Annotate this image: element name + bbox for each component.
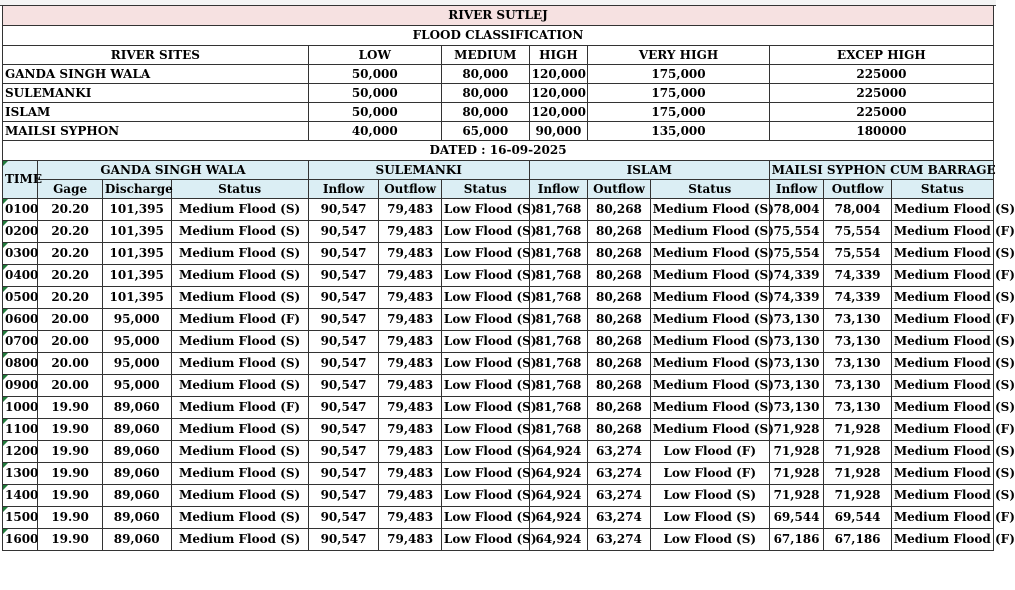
status-cell[interactable]: Medium Flood (S) <box>891 375 993 397</box>
sub-header-cell[interactable]: Status <box>650 180 769 199</box>
sub-header-cell[interactable]: Gage <box>38 180 103 199</box>
classification-threshold-cell[interactable]: 225000 <box>769 84 993 103</box>
classification-threshold-cell[interactable]: 175,000 <box>588 103 770 122</box>
sub-header-cell[interactable]: Inflow <box>529 180 588 199</box>
inflow-cell[interactable]: 90,547 <box>308 309 379 331</box>
status-cell[interactable]: Medium Flood (S) <box>650 287 769 309</box>
inflow-cell[interactable]: 90,547 <box>308 463 379 485</box>
outflow-cell[interactable]: 80,268 <box>588 419 651 441</box>
status-cell[interactable]: Medium Flood (S) <box>171 441 308 463</box>
classification-site-cell[interactable]: SULEMANKI <box>3 84 309 103</box>
sub-header-cell[interactable]: Outflow <box>824 180 892 199</box>
table-row <box>3 199 994 221</box>
gage-cell[interactable]: 19.90 <box>38 419 103 441</box>
outflow-cell[interactable]: 79,483 <box>379 375 442 397</box>
status-cell[interactable]: Low Flood (S) <box>441 353 529 375</box>
discharge-cell[interactable]: 101,395 <box>102 265 171 287</box>
sub-header-cell[interactable]: Status <box>891 180 993 199</box>
outflow-cell[interactable]: 79,483 <box>379 331 442 353</box>
status-cell[interactable]: Medium Flood (S) <box>171 463 308 485</box>
outflow-cell[interactable]: 79,483 <box>379 353 442 375</box>
classification-threshold-cell[interactable]: 80,000 <box>441 65 529 84</box>
outflow-cell[interactable]: 71,928 <box>824 441 892 463</box>
gage-cell[interactable]: 19.90 <box>38 529 103 551</box>
outflow-cell[interactable]: 80,268 <box>588 243 651 265</box>
classification-row <box>3 65 994 84</box>
status-cell[interactable]: Medium Flood (S) <box>891 485 993 507</box>
status-cell[interactable]: Medium Flood (S) <box>171 287 308 309</box>
classification-threshold-cell[interactable]: 180000 <box>769 122 993 141</box>
status-cell[interactable]: Medium Flood (S) <box>171 375 308 397</box>
classification-threshold-cell[interactable]: 120,000 <box>529 65 588 84</box>
outflow-cell[interactable]: 79,483 <box>379 507 442 529</box>
site-header-mailsi-syphon[interactable]: MAILSI SYPHON CUM BARRAGE <box>769 161 993 180</box>
table-row <box>3 397 994 419</box>
inflow-cell[interactable]: 64,924 <box>529 485 588 507</box>
classification-threshold-cell[interactable]: 225000 <box>769 65 993 84</box>
inflow-cell[interactable]: 71,928 <box>769 463 823 485</box>
classification-site-cell[interactable]: MAILSI SYPHON <box>3 122 309 141</box>
inflow-cell[interactable]: 90,547 <box>308 529 379 551</box>
gage-cell[interactable]: 19.90 <box>38 485 103 507</box>
outflow-cell[interactable]: 79,483 <box>379 397 442 419</box>
status-cell[interactable]: Medium Flood (S) <box>650 331 769 353</box>
inflow-cell[interactable]: 90,547 <box>308 397 379 419</box>
outflow-cell[interactable]: 74,339 <box>824 287 892 309</box>
discharge-cell[interactable]: 89,060 <box>102 463 171 485</box>
status-cell[interactable]: Low Flood (S) <box>441 485 529 507</box>
classification-header-very-high[interactable]: VERY HIGH <box>588 46 770 65</box>
status-cell[interactable]: Medium Flood (F) <box>171 397 308 419</box>
sub-header-cell[interactable]: Discharge <box>102 180 171 199</box>
classification-row <box>3 122 994 141</box>
status-cell[interactable]: Low Flood (S) <box>441 265 529 287</box>
outflow-cell[interactable]: 63,274 <box>588 463 651 485</box>
outflow-cell[interactable]: 80,268 <box>588 221 651 243</box>
classification-threshold-cell[interactable]: 80,000 <box>441 103 529 122</box>
classification-threshold-cell[interactable]: 40,000 <box>308 122 441 141</box>
outflow-cell[interactable]: 80,268 <box>588 397 651 419</box>
inflow-cell[interactable]: 73,130 <box>769 331 823 353</box>
outflow-cell[interactable]: 73,130 <box>824 353 892 375</box>
outflow-cell[interactable]: 63,274 <box>588 441 651 463</box>
inflow-cell[interactable]: 64,924 <box>529 463 588 485</box>
discharge-cell[interactable]: 95,000 <box>102 375 171 397</box>
table-row <box>3 441 994 463</box>
gage-cell[interactable]: 20.20 <box>38 265 103 287</box>
gage-cell[interactable]: 20.00 <box>38 331 103 353</box>
inflow-cell[interactable]: 73,130 <box>769 397 823 419</box>
status-cell[interactable]: Medium Flood (S) <box>891 331 993 353</box>
inflow-cell[interactable]: 73,130 <box>769 309 823 331</box>
inflow-cell[interactable]: 73,130 <box>769 375 823 397</box>
outflow-cell[interactable]: 79,483 <box>379 221 442 243</box>
inflow-cell[interactable]: 90,547 <box>308 331 379 353</box>
outflow-cell[interactable]: 73,130 <box>824 375 892 397</box>
sub-header-cell[interactable]: Inflow <box>769 180 823 199</box>
site-header-ganda-singh-wala[interactable]: GANDA SINGH WALA <box>38 161 308 180</box>
status-cell[interactable]: Medium Flood (S) <box>171 419 308 441</box>
inflow-cell[interactable]: 81,768 <box>529 331 588 353</box>
table-row <box>3 353 994 375</box>
inflow-cell[interactable]: 75,554 <box>769 221 823 243</box>
status-cell[interactable]: Medium Flood (S) <box>171 199 308 221</box>
inflow-cell[interactable]: 71,928 <box>769 419 823 441</box>
classification-header-high[interactable]: HIGH <box>529 46 588 65</box>
inflow-cell[interactable]: 74,339 <box>769 265 823 287</box>
gage-cell[interactable]: 19.90 <box>38 507 103 529</box>
time-cell[interactable]: 1300 <box>3 463 38 485</box>
time-cell[interactable]: 0900 <box>3 375 38 397</box>
gage-cell[interactable]: 19.90 <box>38 441 103 463</box>
time-cell[interactable]: 0400 <box>3 265 38 287</box>
discharge-cell[interactable]: 101,395 <box>102 287 171 309</box>
status-cell[interactable]: Medium Flood (S) <box>650 199 769 221</box>
inflow-cell[interactable]: 81,768 <box>529 221 588 243</box>
status-cell[interactable]: Medium Flood (S) <box>650 353 769 375</box>
status-cell[interactable]: Medium Flood (S) <box>891 441 993 463</box>
outflow-cell[interactable]: 80,268 <box>588 287 651 309</box>
classification-header-low[interactable]: LOW <box>308 46 441 65</box>
inflow-cell[interactable]: 71,928 <box>769 441 823 463</box>
inflow-cell[interactable]: 90,547 <box>308 243 379 265</box>
inflow-cell[interactable]: 81,768 <box>529 309 588 331</box>
site-header-row <box>3 161 994 180</box>
classification-header-medium[interactable]: MEDIUM <box>441 46 529 65</box>
status-cell[interactable]: Low Flood (S) <box>441 243 529 265</box>
classification-header-excep-high[interactable]: EXCEP HIGH <box>769 46 993 65</box>
status-cell[interactable]: Medium Flood (F) <box>891 221 993 243</box>
status-cell[interactable]: Medium Flood (S) <box>650 221 769 243</box>
classification-site-cell[interactable]: GANDA SINGH WALA <box>3 65 309 84</box>
status-cell[interactable]: Medium Flood (F) <box>891 265 993 287</box>
outflow-cell[interactable]: 75,554 <box>824 221 892 243</box>
status-cell[interactable]: Medium Flood (S) <box>171 331 308 353</box>
time-cell[interactable]: 1200 <box>3 441 38 463</box>
inflow-cell[interactable]: 64,924 <box>529 507 588 529</box>
table-row <box>3 265 994 287</box>
status-cell[interactable]: Medium Flood (S) <box>650 243 769 265</box>
outflow-cell[interactable]: 80,268 <box>588 375 651 397</box>
status-cell[interactable]: Low Flood (S) <box>650 529 769 551</box>
status-cell[interactable]: Medium Flood (S) <box>171 529 308 551</box>
gage-cell[interactable]: 20.00 <box>38 375 103 397</box>
classification-threshold-cell[interactable]: 50,000 <box>308 65 441 84</box>
inflow-cell[interactable]: 73,130 <box>769 353 823 375</box>
gage-cell[interactable]: 20.20 <box>38 221 103 243</box>
outflow-cell[interactable]: 67,186 <box>824 529 892 551</box>
outflow-cell[interactable]: 63,274 <box>588 507 651 529</box>
outflow-cell[interactable]: 63,274 <box>588 529 651 551</box>
sub-header-cell[interactable]: Outflow <box>588 180 651 199</box>
outflow-cell[interactable]: 80,268 <box>588 331 651 353</box>
status-cell[interactable]: Low Flood (S) <box>650 507 769 529</box>
inflow-cell[interactable]: 90,547 <box>308 419 379 441</box>
classification-threshold-cell[interactable]: 50,000 <box>308 84 441 103</box>
inflow-cell[interactable]: 71,928 <box>769 485 823 507</box>
inflow-cell[interactable]: 90,547 <box>308 485 379 507</box>
inflow-cell[interactable]: 90,547 <box>308 199 379 221</box>
discharge-cell[interactable]: 89,060 <box>102 397 171 419</box>
outflow-cell[interactable]: 71,928 <box>824 419 892 441</box>
outflow-cell[interactable]: 80,268 <box>588 353 651 375</box>
site-header-islam[interactable]: ISLAM <box>529 161 769 180</box>
outflow-cell[interactable]: 79,483 <box>379 243 442 265</box>
table-row <box>3 463 994 485</box>
time-cell[interactable]: 0300 <box>3 243 38 265</box>
status-cell[interactable]: Medium Flood (S) <box>650 397 769 419</box>
status-cell[interactable]: Low Flood (F) <box>650 463 769 485</box>
classification-row <box>3 103 994 122</box>
table-row <box>3 375 994 397</box>
status-cell[interactable]: Medium Flood (S) <box>891 287 993 309</box>
inflow-cell[interactable]: 67,186 <box>769 529 823 551</box>
status-cell[interactable]: Medium Flood (S) <box>891 199 993 221</box>
table-row <box>3 507 994 529</box>
sub-header-cell[interactable]: Inflow <box>308 180 379 199</box>
gage-cell[interactable]: 19.90 <box>38 397 103 419</box>
inflow-cell[interactable]: 81,768 <box>529 375 588 397</box>
status-cell[interactable]: Low Flood (S) <box>441 463 529 485</box>
outflow-cell[interactable]: 73,130 <box>824 331 892 353</box>
status-cell[interactable]: Medium Flood (S) <box>891 463 993 485</box>
outflow-cell[interactable]: 79,483 <box>379 309 442 331</box>
inflow-cell[interactable]: 90,547 <box>308 287 379 309</box>
status-cell[interactable]: Medium Flood (S) <box>650 375 769 397</box>
status-cell[interactable]: Low Flood (S) <box>441 507 529 529</box>
time-cell[interactable]: 1600 <box>3 529 38 551</box>
inflow-cell[interactable]: 90,547 <box>308 507 379 529</box>
inflow-cell[interactable]: 64,924 <box>529 441 588 463</box>
inflow-cell[interactable]: 69,544 <box>769 507 823 529</box>
status-cell[interactable]: Medium Flood (F) <box>171 309 308 331</box>
table-row <box>3 485 994 507</box>
status-cell[interactable]: Low Flood (S) <box>650 485 769 507</box>
outflow-cell[interactable]: 80,268 <box>588 309 651 331</box>
status-cell[interactable]: Low Flood (S) <box>441 441 529 463</box>
time-cell[interactable]: 1500 <box>3 507 38 529</box>
classification-threshold-cell[interactable]: 120,000 <box>529 84 588 103</box>
status-cell[interactable]: Medium Flood (S) <box>891 353 993 375</box>
inflow-cell[interactable]: 81,768 <box>529 199 588 221</box>
outflow-cell[interactable]: 73,130 <box>824 309 892 331</box>
outflow-cell[interactable]: 80,268 <box>588 199 651 221</box>
sub-header-cell[interactable]: Status <box>171 180 308 199</box>
outflow-cell[interactable]: 71,928 <box>824 485 892 507</box>
status-cell[interactable]: Medium Flood (S) <box>650 309 769 331</box>
classification-threshold-cell[interactable]: 175,000 <box>588 84 770 103</box>
discharge-cell[interactable]: 89,060 <box>102 507 171 529</box>
classification-threshold-cell[interactable]: 135,000 <box>588 122 770 141</box>
outflow-cell[interactable]: 79,483 <box>379 419 442 441</box>
discharge-cell[interactable]: 89,060 <box>102 419 171 441</box>
status-cell[interactable]: Medium Flood (S) <box>171 243 308 265</box>
time-cell[interactable]: 0200 <box>3 221 38 243</box>
classification-row <box>3 84 994 103</box>
inflow-cell[interactable]: 90,547 <box>308 375 379 397</box>
classification-threshold-cell[interactable]: 65,000 <box>441 122 529 141</box>
discharge-cell[interactable]: 95,000 <box>102 309 171 331</box>
classification-threshold-cell[interactable]: 225000 <box>769 103 993 122</box>
status-cell[interactable]: Low Flood (S) <box>441 375 529 397</box>
status-cell[interactable]: Medium Flood (S) <box>171 221 308 243</box>
classification-threshold-cell[interactable]: 90,000 <box>529 122 588 141</box>
outflow-cell[interactable]: 79,483 <box>379 485 442 507</box>
status-cell[interactable]: Medium Flood (S) <box>171 353 308 375</box>
status-cell[interactable]: Medium Flood (S) <box>891 243 993 265</box>
outflow-cell[interactable]: 80,268 <box>588 265 651 287</box>
status-cell[interactable]: Medium Flood (S) <box>171 507 308 529</box>
outflow-cell[interactable]: 71,928 <box>824 463 892 485</box>
table-row <box>3 243 994 265</box>
outflow-cell[interactable]: 69,544 <box>824 507 892 529</box>
time-cell[interactable]: 1400 <box>3 485 38 507</box>
dated-label[interactable]: DATED : 16-09-2025 <box>3 141 994 161</box>
classification-header-row <box>3 46 994 65</box>
discharge-cell[interactable]: 101,395 <box>102 199 171 221</box>
classification-header-sites[interactable]: RIVER SITES <box>3 46 309 65</box>
inflow-cell[interactable]: 81,768 <box>529 243 588 265</box>
status-cell[interactable]: Medium Flood (S) <box>171 265 308 287</box>
outflow-cell[interactable]: 79,483 <box>379 199 442 221</box>
river-title[interactable]: RIVER SUTLEJ <box>3 6 994 26</box>
status-cell[interactable]: Low Flood (S) <box>441 397 529 419</box>
sub-header-row <box>3 180 994 199</box>
outflow-cell[interactable]: 74,339 <box>824 265 892 287</box>
status-cell[interactable]: Medium Flood (F) <box>891 309 993 331</box>
discharge-cell[interactable]: 101,395 <box>102 221 171 243</box>
flood-report-sheet <box>2 5 1015 551</box>
inflow-cell[interactable]: 78,004 <box>769 199 823 221</box>
status-cell[interactable]: Medium Flood (F) <box>891 507 993 529</box>
status-cell[interactable]: Medium Flood (F) <box>891 529 993 551</box>
classification-title[interactable]: FLOOD CLASSIFICATION <box>3 26 994 46</box>
classification-threshold-cell[interactable]: 175,000 <box>588 65 770 84</box>
time-cell[interactable]: 0700 <box>3 331 38 353</box>
status-cell[interactable]: Low Flood (S) <box>441 221 529 243</box>
outflow-cell[interactable]: 78,004 <box>824 199 892 221</box>
status-cell[interactable]: Low Flood (S) <box>441 309 529 331</box>
outflow-cell[interactable]: 73,130 <box>824 397 892 419</box>
classification-threshold-cell[interactable]: 80,000 <box>441 84 529 103</box>
inflow-cell[interactable]: 64,924 <box>529 529 588 551</box>
discharge-cell[interactable]: 101,395 <box>102 243 171 265</box>
inflow-cell[interactable]: 74,339 <box>769 287 823 309</box>
discharge-cell[interactable]: 95,000 <box>102 353 171 375</box>
classification-threshold-cell[interactable]: 120,000 <box>529 103 588 122</box>
status-cell[interactable]: Low Flood (S) <box>441 529 529 551</box>
table-row <box>3 331 994 353</box>
site-header-sulemanki[interactable]: SULEMANKI <box>308 161 529 180</box>
status-cell[interactable]: Medium Flood (S) <box>650 419 769 441</box>
discharge-cell[interactable]: 89,060 <box>102 441 171 463</box>
table-row <box>3 309 994 331</box>
time-cell[interactable]: 0100 <box>3 199 38 221</box>
status-cell[interactable]: Medium Flood (S) <box>171 485 308 507</box>
inflow-cell[interactable]: 81,768 <box>529 287 588 309</box>
inflow-cell[interactable]: 90,547 <box>308 353 379 375</box>
outflow-cell[interactable]: 79,483 <box>379 463 442 485</box>
discharge-cell[interactable]: 89,060 <box>102 485 171 507</box>
table-row <box>3 419 994 441</box>
inflow-cell[interactable]: 90,547 <box>308 221 379 243</box>
outflow-cell[interactable]: 63,274 <box>588 485 651 507</box>
outflow-cell[interactable]: 75,554 <box>824 243 892 265</box>
sub-header-cell[interactable]: Outflow <box>379 180 442 199</box>
status-cell[interactable]: Medium Flood (S) <box>891 397 993 419</box>
time-cell[interactable]: 1100 <box>3 419 38 441</box>
time-cell[interactable]: 1000 <box>3 397 38 419</box>
inflow-cell[interactable]: 81,768 <box>529 265 588 287</box>
outflow-cell[interactable]: 79,483 <box>379 287 442 309</box>
gage-cell[interactable]: 20.00 <box>38 309 103 331</box>
time-header[interactable]: TIME <box>3 161 38 199</box>
status-cell[interactable]: Low Flood (F) <box>650 441 769 463</box>
gage-cell[interactable]: 20.20 <box>38 287 103 309</box>
gage-cell[interactable]: 20.20 <box>38 199 103 221</box>
gage-cell[interactable]: 19.90 <box>38 463 103 485</box>
outflow-cell[interactable]: 79,483 <box>379 265 442 287</box>
inflow-cell[interactable]: 90,547 <box>308 441 379 463</box>
status-cell[interactable]: Low Flood (S) <box>441 199 529 221</box>
status-cell[interactable]: Low Flood (S) <box>441 419 529 441</box>
table-row <box>3 529 994 551</box>
classification-site-cell[interactable]: ISLAM <box>3 103 309 122</box>
outflow-cell[interactable]: 79,483 <box>379 529 442 551</box>
inflow-cell[interactable]: 81,768 <box>529 419 588 441</box>
status-cell[interactable]: Medium Flood (F) <box>891 419 993 441</box>
inflow-cell[interactable]: 75,554 <box>769 243 823 265</box>
status-cell[interactable]: Low Flood (S) <box>441 331 529 353</box>
gage-cell[interactable]: 20.20 <box>38 243 103 265</box>
classification-threshold-cell[interactable]: 50,000 <box>308 103 441 122</box>
outflow-cell[interactable]: 79,483 <box>379 441 442 463</box>
time-cell[interactable]: 0500 <box>3 287 38 309</box>
table-row <box>3 221 994 243</box>
time-cell[interactable]: 0600 <box>3 309 38 331</box>
time-cell[interactable]: 0800 <box>3 353 38 375</box>
status-cell[interactable]: Medium Flood (S) <box>650 265 769 287</box>
sub-header-cell[interactable]: Status <box>441 180 529 199</box>
inflow-cell[interactable]: 81,768 <box>529 353 588 375</box>
inflow-cell[interactable]: 90,547 <box>308 265 379 287</box>
discharge-cell[interactable]: 89,060 <box>102 529 171 551</box>
status-cell[interactable]: Low Flood (S) <box>441 287 529 309</box>
table-row <box>3 287 994 309</box>
gage-cell[interactable]: 20.00 <box>38 353 103 375</box>
inflow-cell[interactable]: 81,768 <box>529 397 588 419</box>
discharge-cell[interactable]: 95,000 <box>102 331 171 353</box>
